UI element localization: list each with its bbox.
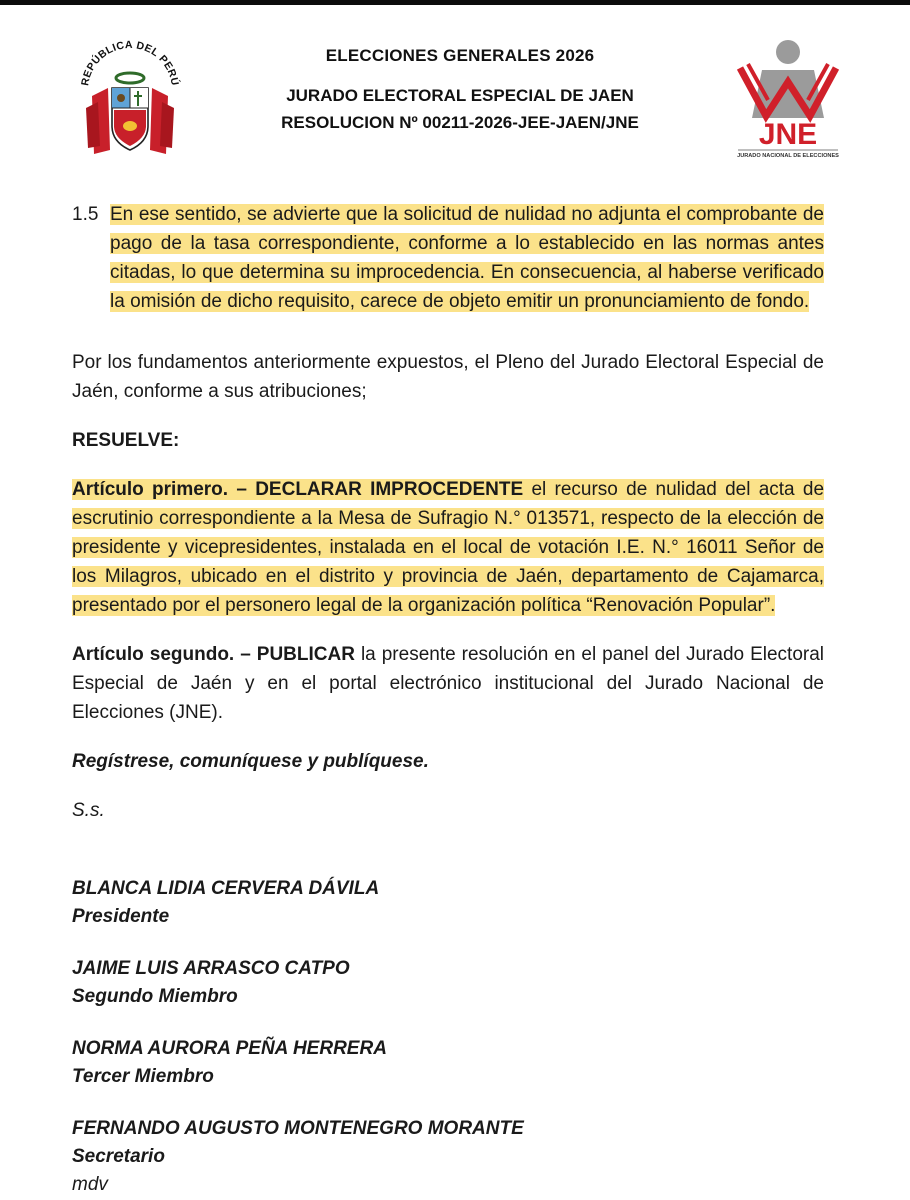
ss-abbreviation: S.s. [72, 800, 105, 821]
signatory-role: Presidente [72, 906, 170, 927]
signatory-name: JAIME LUIS ARRASCO CATPO [72, 958, 350, 979]
signatory-name: FERNANDO AUGUSTO MONTENEGRO MORANTE [72, 1118, 524, 1139]
signature-block [72, 875, 824, 1199]
articulo-primero-text: el recurso de nulidad del acta de escrutinio correspondiente a la Mesa de Sufragio N.° 013571, respecto de la elección de presidente y vicepresidentes, instalada en el local de votación I.E. N.° 16011 Señor de los Milagros, ubicado en el distrito y provincia de Jaén, departamento de Cajamarca, presentado por el personero legal de la organización política “Renovación Popular”. [72, 479, 825, 616]
fundamentos-paragraph: Por los fundamentos anteriormente expuestos, el Pleno del Jurado Electoral Especial de Jaén, conforme a sus atribuciones; [72, 352, 824, 402]
jne-logo [732, 34, 844, 160]
signatory-role: Segundo Miembro [72, 986, 238, 1007]
top-edge-bar [0, 0, 910, 5]
signatory [72, 875, 824, 931]
articulo-primero-label: Artículo primero. – [72, 479, 247, 500]
jne-logo-text: JNE [758, 118, 818, 151]
signatory [72, 955, 824, 1011]
signatory [72, 1115, 824, 1171]
typist-initials: mdv [72, 1174, 108, 1195]
jne-logo-subtext: JURADO NACIONAL DE ELECCIONES [737, 153, 839, 159]
document-header [200, 46, 720, 133]
document-body [72, 200, 824, 1199]
paragraph-number: 1.5 [72, 204, 99, 225]
signatory-name: BLANCA LIDIA CERVERA DÁVILA [72, 878, 380, 899]
resuelve-heading: RESUELVE: [72, 430, 180, 451]
svg-text:REPÚBLICA DEL PERÚ [79, 39, 182, 87]
paragraph-1-5-text: En ese sentido, se advierte que la solicitud de nulidad no adjunta el comprobante de pago de la tasa correspondiente, conforme a lo establecido en las normas antes citadas, lo que determina su improcedencia. En consecuencia, al haberse verificado la omisión de dicho requisito, carece de objeto emitir un pronunciamiento de fondo. [110, 204, 824, 312]
articulo-segundo-text: la presente resolución en el panel del Jurado Electoral Especial de Jaén y en el portal electrónico institucional del Jurado Nacional de Elecciones (JNE). [72, 644, 824, 723]
paragraph-1-5 [72, 200, 824, 316]
articulo-segundo-action: PUBLICAR [256, 644, 355, 665]
resolution-number: RESOLUCION Nº 00211-2026-JEE-JAEN/JNE [281, 113, 639, 132]
articulo-primero [72, 475, 824, 620]
jury-title: JURADO ELECTORAL ESPECIAL DE JAEN [286, 86, 634, 105]
articulo-segundo-label: Artículo segundo. – [72, 644, 251, 665]
closing-formula: Regístrese, comuníquese y publíquese. [72, 751, 429, 772]
articulo-primero-action: DECLARAR IMPROCEDENTE [255, 479, 524, 500]
articulo-segundo [72, 640, 824, 727]
signatory [72, 1035, 824, 1091]
peru-coat-of-arms-seal [78, 38, 182, 160]
signatory-role: Tercer Miembro [72, 1066, 214, 1087]
election-title: ELECCIONES GENERALES 2026 [325, 46, 595, 65]
signatory-name: NORMA AURORA PEÑA HERRERA [72, 1038, 387, 1059]
seal-text: REPÚBLICA DEL PERÚ [79, 38, 181, 87]
signatory-role: Secretario [72, 1146, 165, 1167]
